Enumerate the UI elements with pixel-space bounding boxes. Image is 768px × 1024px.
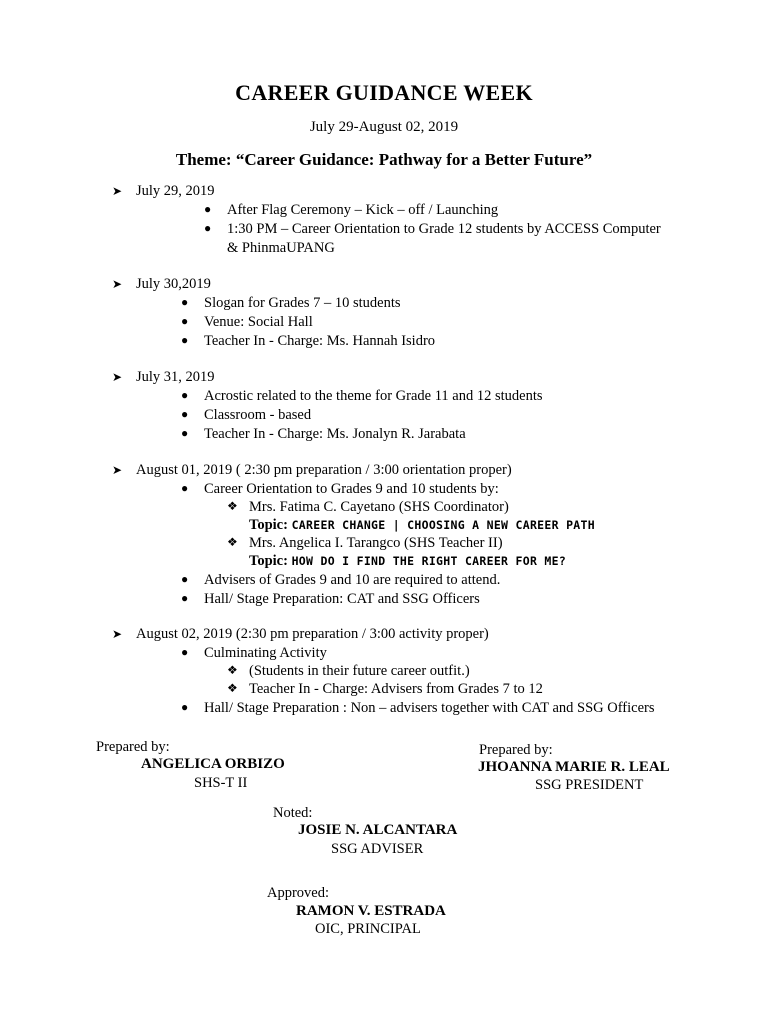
signature-label: Prepared by:	[479, 742, 553, 758]
list-item: Culminating Activity	[204, 645, 327, 661]
bullet-icon: ●	[181, 572, 189, 586]
day-heading: August 02, 2019 (2:30 pm preparation / 3:00 activity proper)	[136, 626, 489, 642]
topic-line	[249, 516, 595, 535]
list-item: 1:30 PM – Career Orientation to Grade 12 students by ACCESS Computer	[227, 221, 661, 237]
list-item: Hall/ Stage Preparation : Non – advisers together with CAT and SSG Officers	[204, 700, 655, 716]
signatory-name: JOSIE N. ALCANTARA	[298, 822, 458, 838]
sub-item: Teacher In - Charge: Advisers from Grades 7 to 12	[249, 681, 543, 697]
bullet-icon: ●	[204, 221, 212, 235]
signatory-position: SSG PRESIDENT	[535, 777, 644, 793]
signature-label: Noted:	[273, 805, 313, 821]
signatory-position: SSG ADVISER	[331, 841, 424, 857]
list-item: Hall/ Stage Preparation: CAT and SSG Officers	[204, 591, 480, 607]
bullet-icon: ●	[181, 645, 189, 659]
date-range: July 29-August 02, 2019	[309, 119, 459, 135]
signature-label: Prepared by:	[96, 739, 170, 755]
bullet-icon: ●	[181, 426, 189, 440]
list-item: Acrostic related to the theme for Grade 11 and 12 students	[204, 388, 543, 404]
sub-item: (Students in their future career outfit.)	[249, 663, 470, 679]
bullet-icon: ●	[181, 333, 189, 347]
day-heading: July 31, 2019	[136, 369, 215, 385]
speaker-item: Mrs. Fatima C. Cayetano (SHS Coordinator)	[249, 499, 509, 515]
list-item: Slogan for Grades 7 – 10 students	[204, 295, 401, 311]
list-item-continuation: & PhinmaUPANG	[227, 240, 335, 256]
list-item: Career Orientation to Grades 9 and 10 students by:	[204, 481, 499, 497]
day-heading: August 01, 2019 ( 2:30 pm preparation / 3:00 orientation proper)	[136, 462, 512, 478]
bullet-icon: ●	[181, 591, 189, 605]
document-title: CAREER GUIDANCE WEEK	[235, 80, 533, 105]
signatory-position: OIC, PRINCIPAL	[315, 921, 421, 937]
day-heading: July 30,2019	[136, 276, 211, 292]
bullet-icon: ●	[204, 202, 212, 216]
diamond-bullet-icon: ❖	[227, 535, 238, 549]
bullet-icon: ●	[181, 388, 189, 402]
arrow-bullet-icon: ➤	[112, 463, 123, 477]
day-heading: July 29, 2019	[136, 183, 215, 199]
topic-label: Topic:	[249, 517, 288, 533]
list-item: Teacher In - Charge: Ms. Hannah Isidro	[204, 333, 436, 349]
arrow-bullet-icon: ➤	[112, 370, 123, 384]
bullet-icon: ●	[181, 407, 189, 421]
bullet-icon: ●	[181, 481, 189, 495]
topic-line	[249, 552, 566, 571]
list-item: Venue: Social Hall	[204, 314, 313, 330]
signatory-name: ANGELICA ORBIZO	[141, 756, 285, 772]
theme-line: Theme: “Career Guidance: Pathway for a Better Future”	[175, 150, 593, 169]
bullet-icon: ●	[181, 314, 189, 328]
list-item: Advisers of Grades 9 and 10 are required to attend.	[204, 572, 501, 588]
signature-label: Approved:	[267, 885, 330, 901]
signatory-name: RAMON V. ESTRADA	[296, 903, 446, 919]
list-item: After Flag Ceremony – Kick – off / Launching	[227, 202, 499, 218]
diamond-bullet-icon: ❖	[227, 663, 238, 677]
diamond-bullet-icon: ❖	[227, 499, 238, 513]
bullet-icon: ●	[181, 295, 189, 309]
list-item: Classroom - based	[204, 407, 312, 423]
list-item: Teacher In - Charge: Ms. Jonalyn R. Jarabata	[204, 426, 466, 442]
arrow-bullet-icon: ➤	[112, 627, 123, 641]
signatory-position: SHS-T II	[194, 775, 248, 791]
signatory-name: JHOANNA MARIE R. LEAL	[478, 759, 670, 775]
diamond-bullet-icon: ❖	[227, 681, 238, 695]
topic-title: HOW DO I FIND THE RIGHT CAREER FOR ME?	[291, 554, 567, 568]
arrow-bullet-icon: ➤	[112, 277, 123, 291]
bullet-icon: ●	[181, 700, 189, 714]
topic-title: CAREER CHANGE | CHOOSING A NEW CAREER PATH	[291, 518, 595, 532]
arrow-bullet-icon: ➤	[112, 184, 123, 198]
speaker-item: Mrs. Angelica I. Tarangco (SHS Teacher II)	[249, 535, 503, 551]
topic-label: Topic:	[249, 553, 288, 569]
